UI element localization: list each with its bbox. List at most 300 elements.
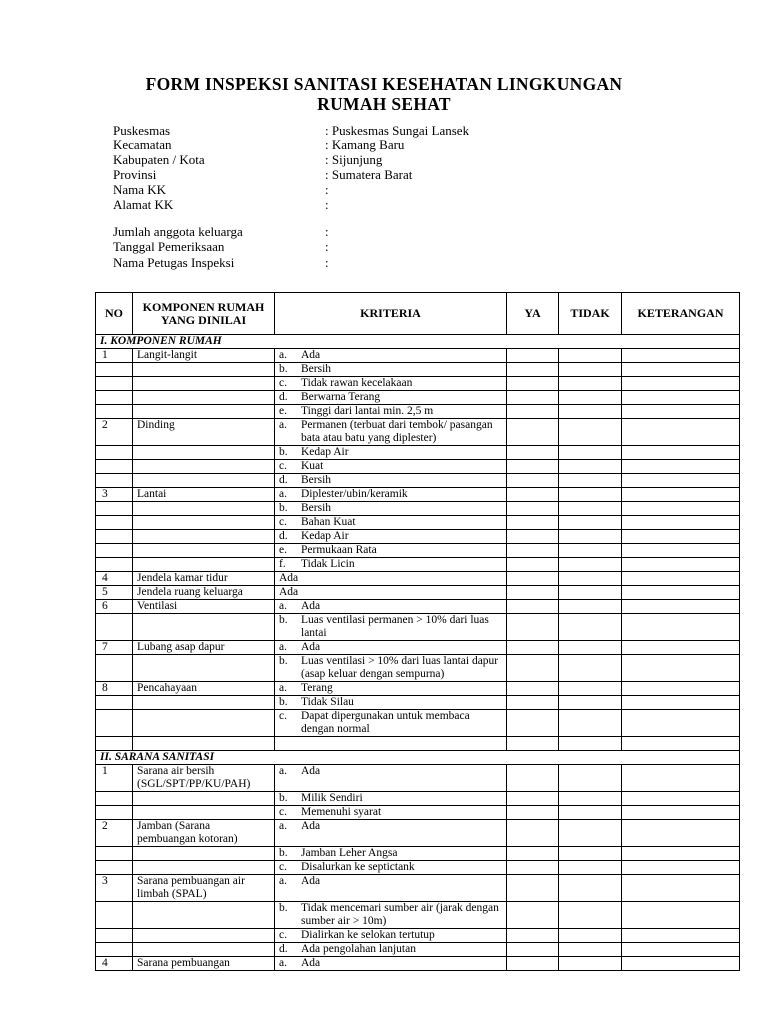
component-name	[133, 902, 275, 929]
component-name: Sarana pembuangan	[133, 957, 275, 971]
criteria-letter: c.	[279, 460, 287, 472]
criteria-letter: b.	[279, 502, 288, 514]
row-number: 7	[96, 641, 133, 655]
criteria-letter: a.	[279, 349, 287, 361]
header-komponen: KOMPONEN RUMAH YANG DINILAI	[133, 293, 275, 335]
keterangan-input-cell[interactable]	[622, 586, 740, 600]
criteria-letter: a.	[279, 600, 287, 612]
header-ya: YA	[507, 293, 559, 335]
component-name	[133, 861, 275, 875]
ya-checkbox-cell[interactable]	[507, 847, 559, 861]
tidak-checkbox-cell[interactable]	[559, 943, 622, 957]
table-row	[96, 806, 740, 820]
keterangan-input-cell[interactable]	[622, 572, 740, 586]
tidak-checkbox-cell[interactable]	[559, 530, 622, 544]
keterangan-input-cell[interactable]	[622, 820, 740, 847]
table-row	[96, 558, 740, 572]
keterangan-input-cell[interactable]	[622, 957, 740, 971]
ya-checkbox-cell[interactable]	[507, 391, 559, 405]
keterangan-input-cell[interactable]	[622, 502, 740, 516]
row-number	[96, 806, 133, 820]
keterangan-input-cell[interactable]	[622, 600, 740, 614]
row-number	[96, 530, 133, 544]
row-number: 3	[96, 875, 133, 902]
info-label-kabupaten: Kabupaten / Kota	[113, 152, 205, 167]
row-number	[96, 363, 133, 377]
row-number: 4	[96, 957, 133, 971]
component-name	[133, 516, 275, 530]
ya-checkbox-cell[interactable]	[507, 572, 559, 586]
component-name: Sarana pembuangan air limbah (SPAL)	[133, 875, 275, 902]
component-name: Pencahayaan	[133, 682, 275, 696]
ya-checkbox-cell[interactable]	[507, 957, 559, 971]
ya-checkbox-cell[interactable]	[507, 614, 559, 641]
criteria-text: Terang	[301, 682, 333, 694]
ya-checkbox-cell[interactable]	[507, 586, 559, 600]
table-row	[96, 363, 740, 377]
keterangan-input-cell[interactable]	[622, 792, 740, 806]
row-number	[96, 377, 133, 391]
ya-checkbox-cell[interactable]	[507, 488, 559, 502]
criteria-cell	[275, 363, 507, 377]
tidak-checkbox-cell[interactable]	[559, 558, 622, 572]
section-heading: II. SARANA SANITASI	[96, 751, 740, 765]
component-name	[133, 544, 275, 558]
row-number	[96, 655, 133, 682]
row-number	[96, 614, 133, 641]
ya-checkbox-cell[interactable]	[507, 655, 559, 682]
tidak-checkbox-cell[interactable]	[559, 614, 622, 641]
ya-checkbox-cell[interactable]	[507, 902, 559, 929]
criteria-letter: c.	[279, 806, 287, 818]
ya-checkbox-cell[interactable]	[507, 474, 559, 488]
table-row	[96, 614, 740, 641]
tidak-checkbox-cell[interactable]	[559, 377, 622, 391]
row-number	[96, 558, 133, 572]
tidak-checkbox-cell[interactable]	[559, 820, 622, 847]
info-value-alamat-kk: :	[325, 197, 329, 212]
tidak-checkbox-cell[interactable]	[559, 861, 622, 875]
criteria-text: Ada	[301, 349, 321, 361]
criteria-letter: a.	[279, 641, 287, 653]
section-heading: I. KOMPONEN RUMAH	[96, 335, 740, 349]
criteria-text: Ada	[301, 957, 321, 969]
criteria-text: Tidak mencemari sumber air (jarak dengan sumber air > 10m)	[301, 902, 499, 927]
tidak-checkbox-cell[interactable]	[559, 516, 622, 530]
keterangan-input-cell[interactable]	[622, 861, 740, 875]
tidak-checkbox-cell[interactable]	[559, 710, 622, 737]
criteria-cell	[275, 419, 507, 446]
tidak-checkbox-cell[interactable]	[559, 446, 622, 460]
criteria-text: Luas ventilasi > 10% dari luas lantai dapur (asap keluar dengan sempurna)	[301, 655, 499, 680]
keterangan-input-cell[interactable]	[622, 377, 740, 391]
criteria-text: Ada pengolahan lanjutan	[301, 943, 416, 955]
empty-cell	[559, 737, 622, 751]
criteria-cell	[275, 572, 507, 586]
info-label-provinsi: Provinsi	[113, 167, 157, 182]
keterangan-input-cell[interactable]	[622, 765, 740, 792]
ya-checkbox-cell[interactable]	[507, 943, 559, 957]
criteria-cell	[275, 641, 507, 655]
row-number	[96, 405, 133, 419]
criteria-cell	[275, 943, 507, 957]
row-number: 8	[96, 682, 133, 696]
row-number	[96, 391, 133, 405]
criteria-cell	[275, 405, 507, 419]
keterangan-input-cell[interactable]	[622, 530, 740, 544]
criteria-text: Dialirkan ke selokan tertutup	[301, 929, 435, 941]
table-row	[96, 460, 740, 474]
tidak-checkbox-cell[interactable]	[559, 929, 622, 943]
criteria-cell	[275, 710, 507, 737]
tidak-checkbox-cell[interactable]	[559, 765, 622, 792]
component-name: Ventilasi	[133, 600, 275, 614]
ya-checkbox-cell[interactable]	[507, 419, 559, 446]
tidak-checkbox-cell[interactable]	[559, 696, 622, 710]
keterangan-input-cell[interactable]	[622, 806, 740, 820]
criteria-letter: d.	[279, 943, 288, 955]
ya-checkbox-cell[interactable]	[507, 377, 559, 391]
criteria-text: Ada	[279, 572, 299, 584]
info-label-puskesmas: Puskesmas	[113, 123, 171, 138]
criteria-text: Ada	[301, 820, 321, 832]
criteria-text: Ada	[301, 875, 321, 887]
ya-checkbox-cell[interactable]	[507, 600, 559, 614]
component-name: Langit-langit	[133, 349, 275, 363]
table-row	[96, 641, 740, 655]
keterangan-input-cell[interactable]	[622, 446, 740, 460]
ya-checkbox-cell[interactable]	[507, 792, 559, 806]
table-row	[96, 474, 740, 488]
criteria-letter: b.	[279, 792, 288, 804]
criteria-cell	[275, 586, 507, 600]
ya-checkbox-cell[interactable]	[507, 710, 559, 737]
keterangan-input-cell[interactable]	[622, 391, 740, 405]
tidak-checkbox-cell[interactable]	[559, 641, 622, 655]
tidak-checkbox-cell[interactable]	[559, 792, 622, 806]
row-number	[96, 474, 133, 488]
keterangan-input-cell[interactable]	[622, 710, 740, 737]
keterangan-input-cell[interactable]	[622, 682, 740, 696]
criteria-text: Permanen (terbuat dari tembok/ pasangan bata atau batu yang diplester)	[301, 419, 493, 444]
tidak-checkbox-cell[interactable]	[559, 600, 622, 614]
component-name	[133, 363, 275, 377]
info-label-alamat-kk: Alamat KK	[113, 197, 174, 212]
component-name	[133, 502, 275, 516]
tidak-checkbox-cell[interactable]	[559, 419, 622, 446]
keterangan-input-cell[interactable]	[622, 544, 740, 558]
table-row	[96, 902, 740, 929]
table-row	[96, 820, 740, 847]
tidak-checkbox-cell[interactable]	[559, 474, 622, 488]
empty-cell	[133, 737, 275, 751]
tidak-checkbox-cell[interactable]	[559, 349, 622, 363]
table-row	[96, 875, 740, 902]
criteria-cell	[275, 847, 507, 861]
ya-checkbox-cell[interactable]	[507, 765, 559, 792]
ya-checkbox-cell[interactable]	[507, 696, 559, 710]
criteria-letter: a.	[279, 765, 287, 777]
ya-checkbox-cell[interactable]	[507, 544, 559, 558]
criteria-text: Ada	[301, 600, 321, 612]
component-name	[133, 474, 275, 488]
component-name	[133, 655, 275, 682]
criteria-cell	[275, 600, 507, 614]
table-row	[96, 502, 740, 516]
component-name	[133, 530, 275, 544]
table-row	[96, 446, 740, 460]
criteria-cell	[275, 806, 507, 820]
tidak-checkbox-cell[interactable]	[559, 902, 622, 929]
header-keterangan: KETERANGAN	[622, 293, 740, 335]
empty-cell	[96, 737, 133, 751]
row-number: 1	[96, 349, 133, 363]
component-name	[133, 696, 275, 710]
keterangan-input-cell[interactable]	[622, 474, 740, 488]
keterangan-input-cell[interactable]	[622, 363, 740, 377]
criteria-text: Dapat dipergunakan untuk membaca dengan normal	[301, 710, 470, 735]
info-label-jumlah-anggota: Jumlah anggota keluarga	[113, 224, 243, 239]
tidak-checkbox-cell[interactable]	[559, 572, 622, 586]
inspection-table	[95, 292, 740, 971]
keterangan-input-cell[interactable]	[622, 943, 740, 957]
criteria-text: Ada	[301, 765, 321, 777]
keterangan-input-cell[interactable]	[622, 419, 740, 446]
criteria-text: Kedap Air	[301, 446, 349, 458]
info-value-nama-kk: :	[325, 182, 329, 197]
keterangan-input-cell[interactable]	[622, 875, 740, 902]
ya-checkbox-cell[interactable]	[507, 363, 559, 377]
criteria-cell	[275, 765, 507, 792]
info-value-puskesmas: : Puskesmas Sungai Lansek	[325, 123, 470, 138]
component-name	[133, 558, 275, 572]
info-value-tanggal: :	[325, 239, 329, 254]
ya-checkbox-cell[interactable]	[507, 641, 559, 655]
component-name	[133, 391, 275, 405]
keterangan-input-cell[interactable]	[622, 696, 740, 710]
criteria-cell	[275, 558, 507, 572]
criteria-text: Tidak Licin	[301, 558, 355, 570]
ya-checkbox-cell[interactable]	[507, 820, 559, 847]
row-number	[96, 847, 133, 861]
table-body	[96, 335, 740, 971]
table-row	[96, 488, 740, 502]
info-label-tanggal: Tanggal Pemeriksaan	[113, 239, 225, 254]
keterangan-input-cell[interactable]	[622, 460, 740, 474]
row-number	[96, 792, 133, 806]
component-name: Lantai	[133, 488, 275, 502]
tidak-checkbox-cell[interactable]	[559, 460, 622, 474]
ya-checkbox-cell[interactable]	[507, 806, 559, 820]
criteria-text: Tinggi dari lantai min. 2,5 m	[301, 405, 434, 417]
component-name	[133, 446, 275, 460]
criteria-text: Kuat	[301, 460, 324, 472]
row-number	[96, 710, 133, 737]
keterangan-input-cell[interactable]	[622, 847, 740, 861]
table-row	[96, 696, 740, 710]
tidak-checkbox-cell[interactable]	[559, 544, 622, 558]
keterangan-input-cell[interactable]	[622, 902, 740, 929]
tidak-checkbox-cell[interactable]	[559, 875, 622, 902]
row-number	[96, 446, 133, 460]
row-number	[96, 861, 133, 875]
row-number	[96, 544, 133, 558]
table-row	[96, 655, 740, 682]
component-name	[133, 929, 275, 943]
table-row	[96, 586, 740, 600]
criteria-cell	[275, 391, 507, 405]
ya-checkbox-cell[interactable]	[507, 405, 559, 419]
criteria-cell	[275, 474, 507, 488]
table-row	[96, 765, 740, 792]
criteria-cell	[275, 655, 507, 682]
ya-checkbox-cell[interactable]	[507, 929, 559, 943]
criteria-letter: f.	[279, 558, 286, 570]
row-number	[96, 902, 133, 929]
table-row	[96, 572, 740, 586]
info-value-kabupaten: : Sijunjung	[325, 152, 383, 167]
table-row	[96, 710, 740, 737]
empty-cell	[275, 737, 507, 751]
keterangan-input-cell[interactable]	[622, 349, 740, 363]
criteria-text: Bersih	[301, 502, 332, 514]
criteria-cell	[275, 957, 507, 971]
criteria-letter: a.	[279, 820, 287, 832]
table-row	[96, 792, 740, 806]
tidak-checkbox-cell[interactable]	[559, 847, 622, 861]
info-value-provinsi: : Sumatera Barat	[325, 167, 413, 182]
ya-checkbox-cell[interactable]	[507, 460, 559, 474]
criteria-text: Bersih	[301, 363, 332, 375]
criteria-text: Disalurkan ke septictank	[301, 861, 415, 873]
keterangan-input-cell[interactable]	[622, 929, 740, 943]
criteria-cell	[275, 349, 507, 363]
component-name	[133, 943, 275, 957]
ya-checkbox-cell[interactable]	[507, 861, 559, 875]
row-number	[96, 516, 133, 530]
info-value-petugas: :	[325, 255, 329, 270]
component-name: Sarana air bersih (SGL/SPT/PP/KU/PAH)	[133, 765, 275, 792]
criteria-text: Jamban Leher Angsa	[301, 847, 398, 859]
criteria-cell	[275, 460, 507, 474]
criteria-cell	[275, 929, 507, 943]
keterangan-input-cell[interactable]	[622, 655, 740, 682]
ya-checkbox-cell[interactable]	[507, 516, 559, 530]
criteria-cell	[275, 446, 507, 460]
info-label-petugas: Nama Petugas Inspeksi	[113, 255, 235, 270]
criteria-cell	[275, 861, 507, 875]
table-row	[96, 943, 740, 957]
table-row	[96, 349, 740, 363]
form-title-line1: FORM INSPEKSI SANITASI KESEHATAN LINGKUNGAN	[145, 74, 623, 94]
tidak-checkbox-cell[interactable]	[559, 405, 622, 419]
row-number: 2	[96, 419, 133, 446]
criteria-cell	[275, 792, 507, 806]
tidak-checkbox-cell[interactable]	[559, 655, 622, 682]
keterangan-input-cell[interactable]	[622, 405, 740, 419]
criteria-text: Bahan Kuat	[301, 516, 356, 528]
criteria-letter: a.	[279, 419, 287, 431]
tidak-checkbox-cell[interactable]	[559, 957, 622, 971]
criteria-text: Diplester/ubin/keramik	[301, 488, 408, 500]
criteria-text: Tidak rawan kecelakaan	[301, 377, 413, 389]
info-label-kecamatan: Kecamatan	[113, 137, 172, 152]
tidak-checkbox-cell[interactable]	[559, 806, 622, 820]
component-name: Lubang asap dapur	[133, 641, 275, 655]
row-number	[96, 502, 133, 516]
tidak-checkbox-cell[interactable]	[559, 682, 622, 696]
criteria-cell	[275, 544, 507, 558]
header-tidak: TIDAK	[559, 293, 622, 335]
tidak-checkbox-cell[interactable]	[559, 502, 622, 516]
ya-checkbox-cell[interactable]	[507, 530, 559, 544]
criteria-cell	[275, 696, 507, 710]
table-row	[96, 861, 740, 875]
table-row	[96, 847, 740, 861]
header-no: NO	[96, 293, 133, 335]
table-row	[96, 516, 740, 530]
keterangan-input-cell[interactable]	[622, 614, 740, 641]
criteria-cell	[275, 682, 507, 696]
criteria-letter: d.	[279, 530, 288, 542]
empty-cell	[622, 737, 740, 751]
component-name	[133, 792, 275, 806]
ya-checkbox-cell[interactable]	[507, 446, 559, 460]
tidak-checkbox-cell[interactable]	[559, 488, 622, 502]
tidak-checkbox-cell[interactable]	[559, 391, 622, 405]
table-row	[96, 419, 740, 446]
ya-checkbox-cell[interactable]	[507, 502, 559, 516]
row-number: 3	[96, 488, 133, 502]
table-row	[96, 335, 740, 349]
row-number	[96, 929, 133, 943]
component-name	[133, 806, 275, 820]
keterangan-input-cell[interactable]	[622, 488, 740, 502]
criteria-cell	[275, 516, 507, 530]
ya-checkbox-cell[interactable]	[507, 349, 559, 363]
row-number: 6	[96, 600, 133, 614]
criteria-letter: c.	[279, 929, 287, 941]
criteria-cell	[275, 875, 507, 902]
table-row	[96, 682, 740, 696]
table-row	[96, 929, 740, 943]
ya-checkbox-cell[interactable]	[507, 875, 559, 902]
ya-checkbox-cell[interactable]	[507, 558, 559, 572]
criteria-letter: b.	[279, 363, 288, 375]
keterangan-input-cell[interactable]	[622, 558, 740, 572]
component-name	[133, 377, 275, 391]
row-number	[96, 460, 133, 474]
table-row	[96, 377, 740, 391]
criteria-text: Berwarna Terang	[301, 391, 381, 403]
criteria-letter: a.	[279, 488, 287, 500]
criteria-letter: d.	[279, 474, 288, 486]
table-row	[96, 751, 740, 765]
keterangan-input-cell[interactable]	[622, 641, 740, 655]
info-value-kecamatan: : Kamang Baru	[325, 137, 405, 152]
tidak-checkbox-cell[interactable]	[559, 586, 622, 600]
tidak-checkbox-cell[interactable]	[559, 363, 622, 377]
criteria-cell	[275, 820, 507, 847]
criteria-letter: b.	[279, 655, 288, 667]
component-name	[133, 614, 275, 641]
table-row	[96, 957, 740, 971]
criteria-letter: c.	[279, 710, 287, 722]
criteria-letter: c.	[279, 377, 287, 389]
ya-checkbox-cell[interactable]	[507, 682, 559, 696]
keterangan-input-cell[interactable]	[622, 516, 740, 530]
criteria-letter: a.	[279, 957, 287, 969]
